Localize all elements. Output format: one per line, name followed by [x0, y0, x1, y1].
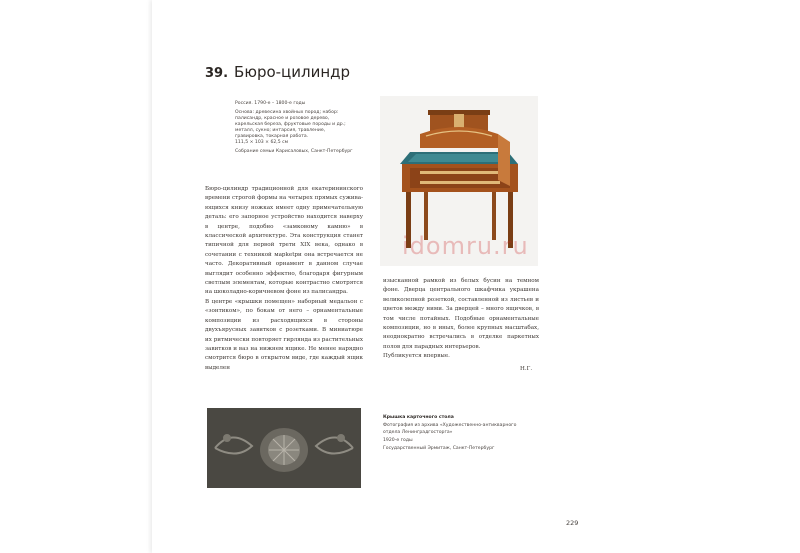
meta-origin: Россия. 1790-е – 1800-е годы: [235, 101, 306, 106]
object-metadata: [235, 101, 375, 158]
page-number: 229: [566, 519, 579, 527]
meta-collection: Собрание семьи Карисаловых, Санкт-Петербург: [235, 149, 353, 154]
watermark: idomru.ru: [402, 232, 529, 260]
caption-line-2: 1920-е годы: [383, 438, 413, 443]
body-text-left: [205, 185, 363, 373]
caption-line-1: Фотография из архива «Художественно-антикварного отдела Ленинградгосторга»: [383, 423, 517, 435]
caption-title: Крышка карточного стола: [383, 415, 454, 420]
entry-title: [205, 63, 350, 81]
caption-line-3: Государственный Эрмитаж, Санкт-Петербург: [383, 446, 495, 451]
entry-title-text: Бюро-цилиндр: [234, 63, 351, 81]
body-text-right: [383, 277, 539, 362]
body-left-paragraph-1: Бюро-цилиндр традиционной для екатерининского времени строгой формы на четырех прямых суживающихся книзу ножках имеет одну примечательную деталь: его запорное устройство находится наверху в центре, подобно «замковому камню» в классической архитектуре. Эта конструкция станет типичной для первой трети XIX века, однако в сочетании с техникой марketри она встречается не часто. Декоративный орнамент в данном случае выглядит особенно эффектно, благодаря фигурным светлым элементам, которые контрастно смотрятся на шоколадно-коричневом фоне из палисандра.: [205, 186, 363, 296]
author-signature: Н.Г.: [520, 366, 533, 372]
body-right-paragraph-2: Публикуется впервые.: [383, 353, 450, 360]
entry-number: 39.: [205, 66, 229, 81]
body-left-paragraph-2: В центре «крышки помещен» наборный медальон с «зонтиком», по бокам от него – орнаментальные композиции из расходящихся в стороны двухъярусных завитков с розетками. В миниатюре их ритмически повторяет гирлянда из растительных завитков и ваз на нижнем ящике. Не менее нарядно смотрится бюро в открытом виде, где каждый ящик выделен: [205, 298, 363, 371]
photo-caption: [383, 414, 533, 453]
body-right-paragraph-1: изысканной рамкой из белых бусин на темном фоне. Дверца центрального шкафчика украшена великолепной розеткой, составленной из листьев и цветов между ними. За дверцей – много ящичков, в том числе потайных. Подобные орнаментальные композиции, но в иных, более крупных масштабах, неоднократно встречались в отделке паркетных полов для парадных интерьеров.: [383, 278, 539, 350]
card-table-photo: [207, 408, 361, 488]
meta-materials: Основа: древесина хвойных пород; набор: палисандр, красное и розовое дерево, карельская береза, фруктовые породы и др.; металл, сукно; интарсия, травление, гравировка, токарная работа. 111,5 × 103 × 62,5 см: [235, 110, 346, 145]
